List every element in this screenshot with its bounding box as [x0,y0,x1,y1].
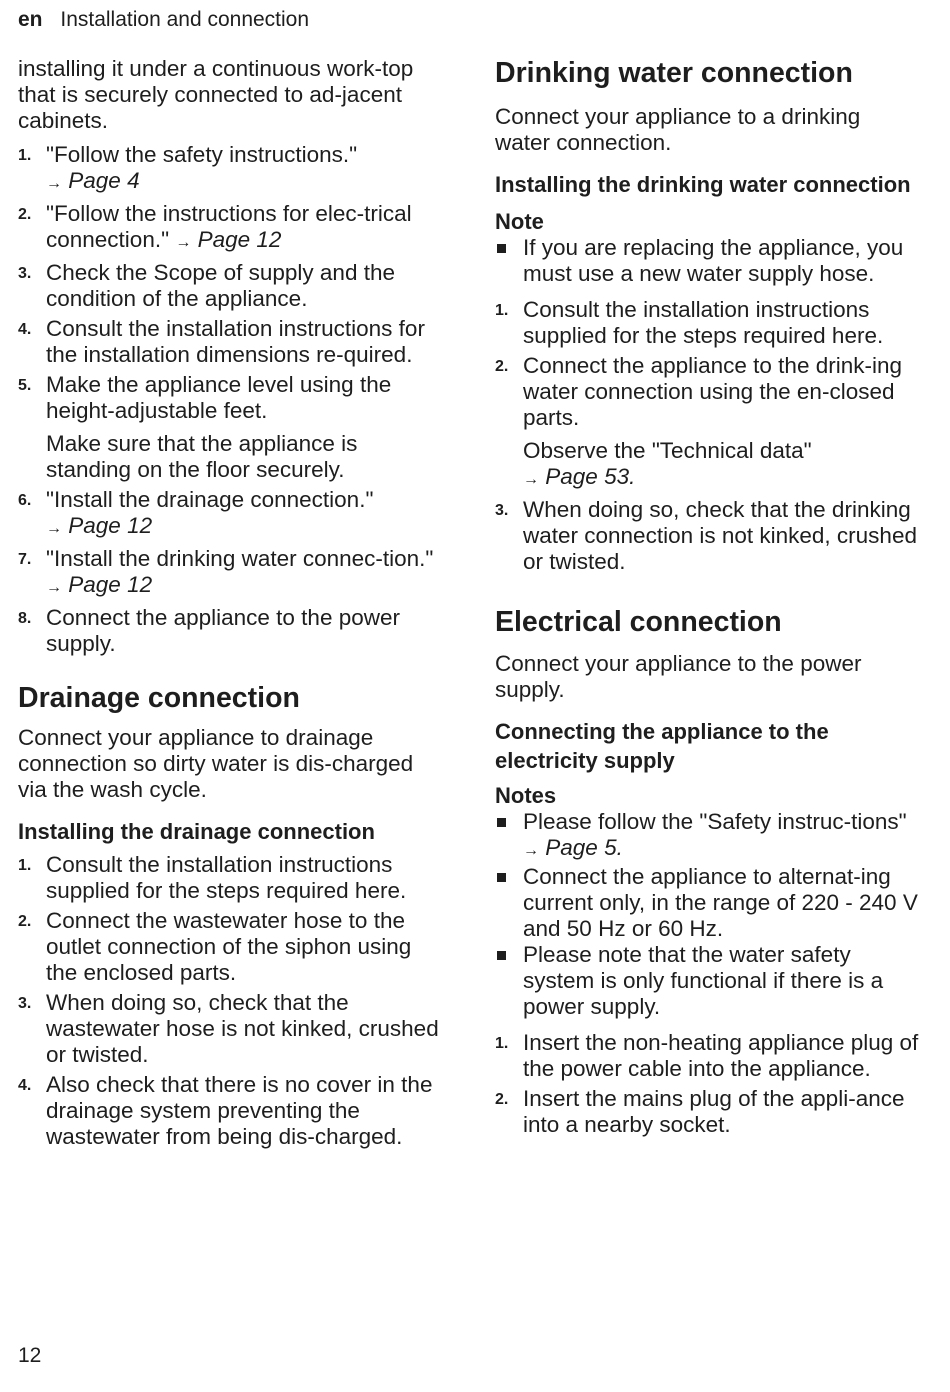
arrow-icon: → [46,520,62,537]
electrical-steps [495,1030,920,1138]
drainage-steps [18,852,443,1150]
page-reference[interactable]: Page 53. [545,464,636,489]
electrical-step-1: 1. Insert the non-heating appliance plug of the power cable into the appliance. [495,1030,919,1081]
section-title: Installation and connection [60,8,310,31]
intro-paragraph: installing it under a continuous work-top that is securely connected to ad-jacent cabinets. [18,56,414,133]
step-2: 2. "Follow the instructions for elec-trical connection." → Page 12 [18,201,412,252]
step-7: 7. "Install the drinking water connec-tion." → Page 12 [18,546,434,597]
page-reference[interactable]: Page 4 [68,168,140,193]
step-5: 5. Make the appliance level using the height-adjustable feet. Make sure that the appliance is standing on the floor securely. [18,372,392,482]
notes-title: Notes [495,783,557,808]
arrow-icon: → [46,579,62,596]
drinking-step-1: 1. Consult the installation instructions supplied for the steps required here. [495,297,884,348]
electrical-heading: Electrical connection [495,606,782,638]
electrical-notes [495,809,920,1020]
left-column [18,56,443,1154]
drinking-water-heading: Drinking water connection [495,57,853,89]
step-4: 4. Consult the installation instructions for the installation dimensions re-quired. [18,316,425,367]
drinking-step-2: 2. Connect the appliance to the drink-ing water connection using the en-closed parts. Observe the "Technical data" → Page 53. [495,353,902,489]
drinking-water-intro: Connect your appliance to a drinking water connection. [495,104,861,155]
arrow-icon: → [523,842,539,859]
bullet-icon [497,951,506,960]
step-3: 3. Check the Scope of supply and the condition of the appliance. [18,260,395,311]
electrical-intro: Connect your appliance to the power supply. [495,651,862,702]
arrow-icon: → [46,175,62,192]
drinking-water-subheading: Installing the drinking water connection [495,172,911,197]
step-6: 6. "Install the drainage connection." → Page 12 [18,487,374,538]
note-item: Connect the appliance to alternat-ing current only, in the range of 220 - 240 V and 50 Hz or 60 Hz. [495,864,920,942]
language-code: en [18,8,43,31]
drainage-step-3: 3. When doing so, check that the wastewater hose is not kinked, crushed or twisted. [18,990,439,1067]
drinking-step-3: 3. When doing so, check that the drinking water connection is not kinked, crushed or twisted. [495,497,917,574]
bullet-icon [497,244,506,253]
electrical-step-2: 2. Insert the mains plug of the appli-ance into a nearby socket. [495,1086,905,1137]
page-reference[interactable]: Page 12 [68,513,153,538]
bullet-icon [497,873,506,882]
page-number: 12 [18,1344,42,1367]
page-header [18,8,309,32]
drainage-heading: Drainage connection [18,682,300,714]
installation-steps [18,142,443,657]
drainage-step-2: 2. Connect the wastewater hose to the outlet connection of the siphon using the enclosed parts. [18,908,412,985]
page-reference[interactable]: Page 12 [68,572,153,597]
note-item: If you are replacing the appliance, you must use a new water supply hose. [495,235,920,287]
step-1: 1. "Follow the safety instructions." → Page 4 [18,142,358,193]
drainage-step-4: 4. Also check that there is no cover in the drainage system preventing the wastewater from being dis-charged. [18,1072,433,1149]
arrow-icon: → [175,234,192,251]
note-item: Please follow the "Safety instruc-tions" → Page 5. [495,809,920,864]
right-column [495,56,920,1142]
bullet-icon [497,818,506,827]
step-8: 8. Connect the appliance to the power supply. [18,605,400,656]
drainage-subheading: Installing the drainage connection [18,819,375,844]
page-reference[interactable]: Page 5. [545,835,623,860]
drinking-notes [495,235,920,287]
arrow-icon: → [523,471,539,488]
drinking-steps [495,297,920,575]
drainage-step-1: 1. Consult the installation instructions supplied for the steps required here. [18,852,407,903]
note-title: Note [495,209,544,234]
drainage-intro: Connect your appliance to drainage connection so dirty water is dis-charged via the wash cycle. [18,725,414,802]
note-item: Please note that the water safety system is only functional if there is a power supply. [495,942,920,1020]
page-reference[interactable]: Page 12 [197,227,282,252]
electrical-subheading: Connecting the appliance to the electricity supply [495,719,829,773]
